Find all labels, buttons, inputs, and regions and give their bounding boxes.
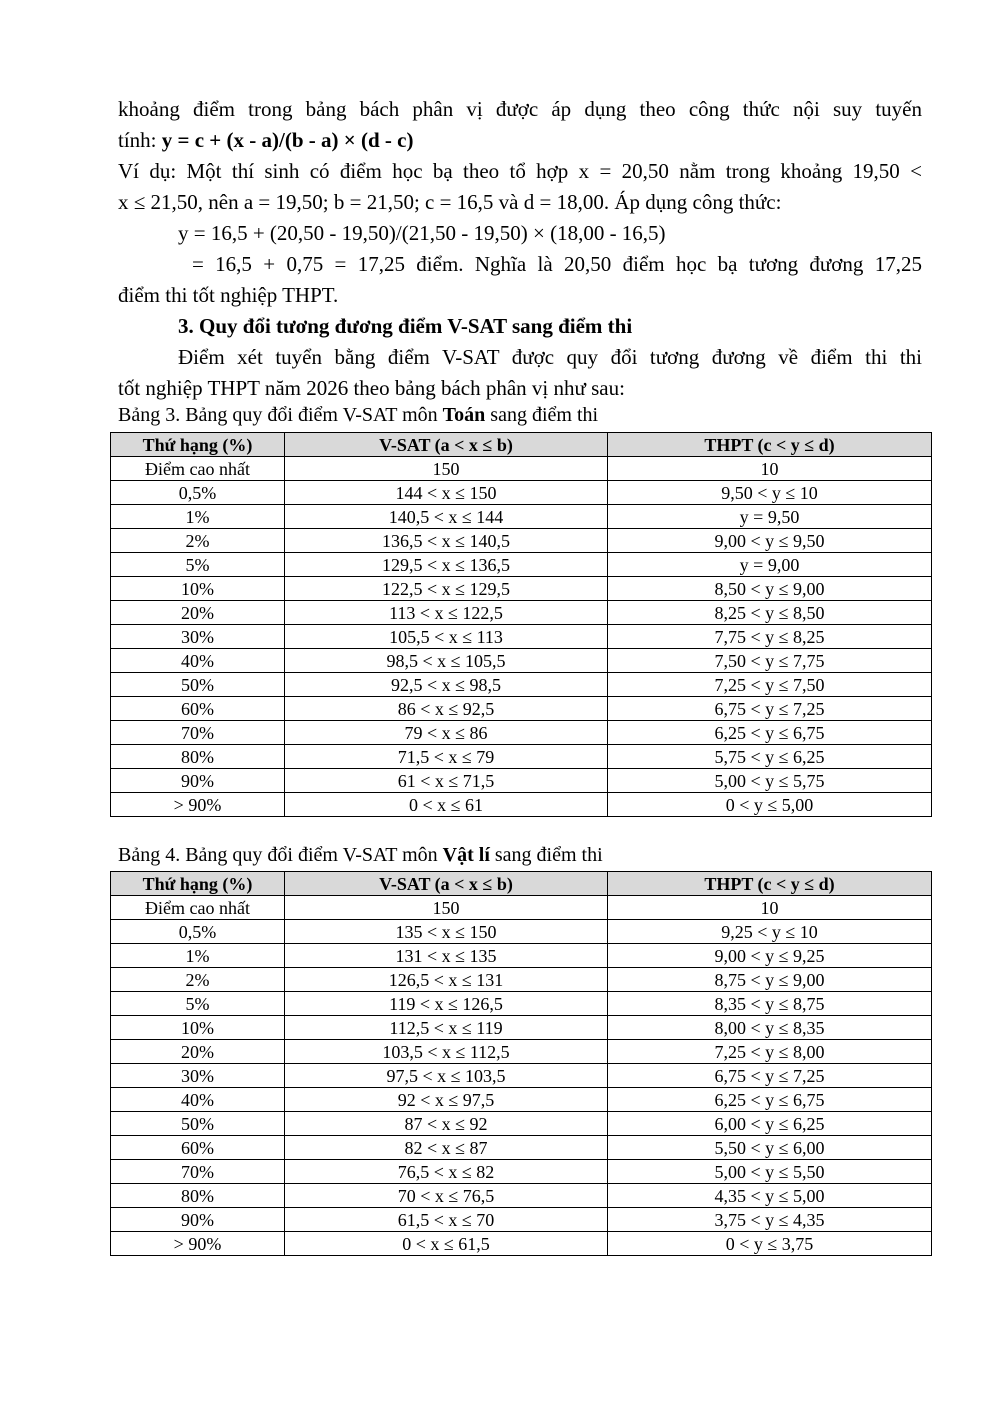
cell-rank: 70% [111,1160,285,1184]
table-header-row [111,872,932,896]
table-row [111,721,932,745]
cell-rank: 2% [111,968,285,992]
cell-thpt-range: 6,75 < y ≤ 7,25 [608,697,932,721]
header-rank: Thứ hạng (%) [111,433,285,457]
cell-thpt-range: 0 < y ≤ 5,00 [608,793,932,817]
cell-thpt-range: 5,50 < y ≤ 6,00 [608,1136,932,1160]
table-4-caption [118,842,603,868]
header-thpt: THPT (c < y ≤ d) [608,433,932,457]
cell-thpt-range: y = 9,00 [608,553,932,577]
intro-line-1: khoảng điểm trong bảng bách phân vị được áp dụng theo công thức nội suy tuyến [118,97,922,121]
section-3-para-line-1: Điểm xét tuyển bằng điểm V-SAT được quy đổi tương đương về điểm thi thi [178,345,922,369]
example-line-2: x ≤ 21,50, nên a = 19,50; b = 21,50; c = 16,5 và d = 18,00. Áp dụng công thức: [118,190,782,214]
header-vsat: V-SAT (a < x ≤ b) [285,872,608,896]
cell-rank: Điểm cao nhất [111,896,285,920]
table-3-caption-prefix: Bảng 3. Bảng quy đổi điểm V-SAT môn [118,404,443,426]
section-3-heading: 3. Quy đổi tương đương điểm V-SAT sang điểm thi [178,314,633,338]
cell-rank: 30% [111,1064,285,1088]
cell-vsat-range: 0 < x ≤ 61,5 [285,1232,608,1256]
calc-line-3: điểm thi tốt nghiệp THPT. [118,283,339,307]
calc-line-2: = 16,5 + 0,75 = 17,25 điểm. Nghĩa là 20,50 điểm học bạ tương đương 17,25 [192,252,922,276]
cell-rank: 0,5% [111,481,285,505]
table-4-caption-subject: Vật lí [442,844,490,866]
cell-rank: 1% [111,944,285,968]
cell-thpt-range: 4,35 < y ≤ 5,00 [608,1184,932,1208]
cell-vsat-range: 70 < x ≤ 76,5 [285,1184,608,1208]
header-rank: Thứ hạng (%) [111,872,285,896]
cell-rank: > 90% [111,793,285,817]
cell-vsat-range: 150 [285,457,608,481]
table-4-caption-suffix: sang điểm thi [489,844,603,866]
table-row [111,1088,932,1112]
table-row [111,553,932,577]
cell-vsat-range: 71,5 < x ≤ 79 [285,745,608,769]
table-4-vsat-vat-li [110,871,932,1256]
table-row [111,1232,932,1256]
table-3-caption-subject: Toán [442,404,486,426]
cell-vsat-range: 97,5 < x ≤ 103,5 [285,1064,608,1088]
cell-thpt-range: 7,75 < y ≤ 8,25 [608,625,932,649]
cell-vsat-range: 150 [285,896,608,920]
cell-vsat-range: 92,5 < x ≤ 98,5 [285,673,608,697]
table-row [111,1064,932,1088]
table-row [111,697,932,721]
cell-rank: Điểm cao nhất [111,457,285,481]
cell-vsat-range: 119 < x ≤ 126,5 [285,992,608,1016]
cell-rank: 5% [111,553,285,577]
cell-rank: 30% [111,625,285,649]
cell-thpt-range: 0 < y ≤ 3,75 [608,1232,932,1256]
cell-rank: 80% [111,1184,285,1208]
cell-rank: 5% [111,992,285,1016]
cell-vsat-range: 76,5 < x ≤ 82 [285,1160,608,1184]
table-row [111,673,932,697]
table-row [111,625,932,649]
table-row [111,577,932,601]
table-row [111,1040,932,1064]
cell-vsat-range: 82 < x ≤ 87 [285,1136,608,1160]
cell-thpt-range: 3,75 < y ≤ 4,35 [608,1208,932,1232]
table-row [111,601,932,625]
cell-thpt-range: 5,00 < y ≤ 5,75 [608,769,932,793]
cell-thpt-range: 5,75 < y ≤ 6,25 [608,745,932,769]
cell-vsat-range: 79 < x ≤ 86 [285,721,608,745]
cell-rank: 80% [111,745,285,769]
cell-vsat-range: 0 < x ≤ 61 [285,793,608,817]
cell-vsat-range: 86 < x ≤ 92,5 [285,697,608,721]
table-row [111,745,932,769]
cell-vsat-range: 103,5 < x ≤ 112,5 [285,1040,608,1064]
cell-thpt-range: 7,50 < y ≤ 7,75 [608,649,932,673]
table-row [111,769,932,793]
cell-vsat-range: 113 < x ≤ 122,5 [285,601,608,625]
cell-thpt-range: 7,25 < y ≤ 7,50 [608,673,932,697]
cell-thpt-range: 8,00 < y ≤ 8,35 [608,1016,932,1040]
cell-vsat-range: 135 < x ≤ 150 [285,920,608,944]
cell-vsat-range: 105,5 < x ≤ 113 [285,625,608,649]
table-header-row [111,433,932,457]
table-row [111,920,932,944]
table-row [111,896,932,920]
cell-vsat-range: 92 < x ≤ 97,5 [285,1088,608,1112]
cell-rank: 90% [111,1208,285,1232]
table-row [111,944,932,968]
cell-thpt-range: 9,00 < y ≤ 9,50 [608,529,932,553]
cell-thpt-range: 7,25 < y ≤ 8,00 [608,1040,932,1064]
cell-thpt-range: y = 9,50 [608,505,932,529]
table-row [111,649,932,673]
table-row [111,481,932,505]
cell-vsat-range: 131 < x ≤ 135 [285,944,608,968]
section-3-para-line-2: tốt nghiệp THPT năm 2026 theo bảng bách phân vị như sau: [118,376,625,400]
cell-thpt-range: 8,50 < y ≤ 9,00 [608,577,932,601]
cell-rank: 50% [111,673,285,697]
table-row [111,992,932,1016]
table-row [111,793,932,817]
cell-rank: 2% [111,529,285,553]
cell-vsat-range: 87 < x ≤ 92 [285,1112,608,1136]
cell-thpt-range: 10 [608,896,932,920]
table-row [111,1208,932,1232]
cell-rank: 50% [111,1112,285,1136]
cell-vsat-range: 61 < x ≤ 71,5 [285,769,608,793]
table-3-caption [118,402,598,428]
cell-rank: 70% [111,721,285,745]
cell-rank: 40% [111,1088,285,1112]
example-line-1: Ví dụ: Một thí sinh có điểm học bạ theo tổ hợp x = 20,50 nằm trong khoảng 19,50 < [118,159,922,183]
cell-vsat-range: 129,5 < x ≤ 136,5 [285,553,608,577]
cell-thpt-range: 6,25 < y ≤ 6,75 [608,1088,932,1112]
table-row [111,1184,932,1208]
cell-thpt-range: 9,25 < y ≤ 10 [608,920,932,944]
table-3-vsat-toan [110,432,932,817]
calc-line-1: y = 16,5 + (20,50 - 19,50)/(21,50 - 19,50) × (18,00 - 16,5) [178,221,666,245]
cell-rank: 60% [111,697,285,721]
cell-thpt-range: 6,00 < y ≤ 6,25 [608,1112,932,1136]
cell-vsat-range: 126,5 < x ≤ 131 [285,968,608,992]
cell-rank: 40% [111,649,285,673]
cell-thpt-range: 9,00 < y ≤ 9,25 [608,944,932,968]
cell-rank: 0,5% [111,920,285,944]
cell-rank: 90% [111,769,285,793]
table-row [111,505,932,529]
cell-thpt-range: 6,25 < y ≤ 6,75 [608,721,932,745]
cell-rank: 60% [111,1136,285,1160]
cell-thpt-range: 6,75 < y ≤ 7,25 [608,1064,932,1088]
cell-rank: 10% [111,577,285,601]
cell-vsat-range: 112,5 < x ≤ 119 [285,1016,608,1040]
intro-line-2 [118,125,922,156]
cell-vsat-range: 140,5 < x ≤ 144 [285,505,608,529]
cell-thpt-range: 5,00 < y ≤ 5,50 [608,1160,932,1184]
table-row [111,457,932,481]
cell-rank: > 90% [111,1232,285,1256]
table-row [111,1136,932,1160]
table-4-caption-prefix: Bảng 4. Bảng quy đổi điểm V-SAT môn [118,844,443,866]
table-row [111,1112,932,1136]
table-row [111,1160,932,1184]
table-row [111,529,932,553]
cell-thpt-range: 8,25 < y ≤ 8,50 [608,601,932,625]
cell-rank: 10% [111,1016,285,1040]
table-3-caption-suffix: sang điểm thi [485,404,599,426]
cell-thpt-range: 10 [608,457,932,481]
cell-thpt-range: 8,75 < y ≤ 9,00 [608,968,932,992]
cell-vsat-range: 98,5 < x ≤ 105,5 [285,649,608,673]
table-row [111,1016,932,1040]
cell-vsat-range: 61,5 < x ≤ 70 [285,1208,608,1232]
interpolation-formula: y = c + (x - a)/(b - a) × (d - c) [161,128,414,152]
cell-thpt-range: 9,50 < y ≤ 10 [608,481,932,505]
cell-rank: 20% [111,1040,285,1064]
cell-vsat-range: 144 < x ≤ 150 [285,481,608,505]
cell-rank: 1% [111,505,285,529]
cell-rank: 20% [111,601,285,625]
cell-thpt-range: 8,35 < y ≤ 8,75 [608,992,932,1016]
intro-line-2-prefix: tính: [118,128,162,152]
cell-vsat-range: 122,5 < x ≤ 129,5 [285,577,608,601]
table-row [111,968,932,992]
header-thpt: THPT (c < y ≤ d) [608,872,932,896]
header-vsat: V-SAT (a < x ≤ b) [285,433,608,457]
cell-vsat-range: 136,5 < x ≤ 140,5 [285,529,608,553]
